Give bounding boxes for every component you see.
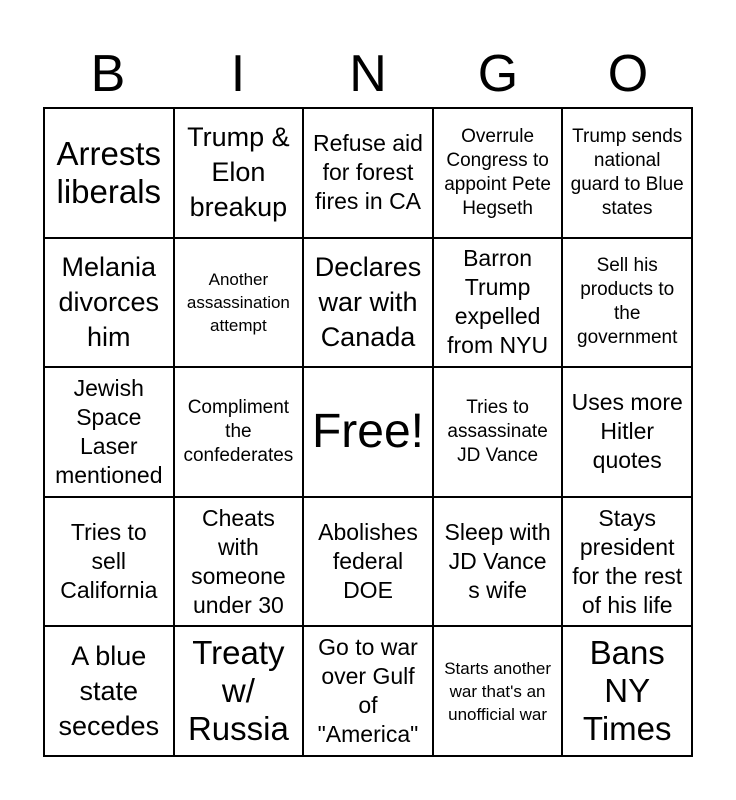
bingo-cell[interactable]: [304, 109, 434, 239]
bingo-cell[interactable]: [45, 239, 175, 369]
bingo-cell[interactable]: [563, 627, 693, 757]
cell-text: Go to war over Gulf of "America": [317, 634, 419, 748]
bingo-cell[interactable]: [175, 368, 305, 498]
bingo-header: [43, 40, 693, 108]
cell-text: Refuse aid for forest fires in CA: [313, 130, 423, 215]
cell-text: Declares war with Canada: [314, 251, 422, 352]
bingo-cell[interactable]: [434, 498, 564, 628]
cell-text: Sell his products to the government: [577, 255, 678, 349]
bingo-cell[interactable]: [563, 239, 693, 369]
cell-text: Trump sends national guard to Blue states: [570, 125, 684, 219]
cell-text: Another assassination attempt: [186, 269, 290, 335]
bingo-cell[interactable]: [563, 498, 693, 628]
header-letter-o: O: [607, 45, 649, 103]
cell-text: A blue state secedes: [58, 640, 160, 741]
bingo-cell[interactable]: [563, 368, 693, 498]
cell-text: Jewish Space Laser mentioned: [55, 374, 163, 488]
free-cell[interactable]: [304, 368, 434, 498]
cell-text: Tries to sell California: [60, 519, 158, 604]
cell-text: Tries to assassinate JD Vance: [447, 396, 548, 466]
cell-text: Stays president for the rest of his life: [572, 504, 683, 618]
bingo-grid: [43, 107, 693, 757]
cell-text: Abolishes federal DOE: [318, 519, 418, 604]
cell-text: Bans NY Times: [582, 634, 672, 748]
header-letter-g: G: [477, 45, 519, 103]
bingo-cell[interactable]: [45, 368, 175, 498]
header-letter-b: B: [90, 45, 126, 103]
bingo-cell[interactable]: [45, 109, 175, 239]
cell-text: Trump & Elon breakup: [187, 122, 290, 223]
cell-text: Uses more Hitler quotes: [571, 389, 683, 474]
bingo-cell[interactable]: [175, 109, 305, 239]
bingo-cell[interactable]: [434, 368, 564, 498]
free-text: Free!: [311, 404, 424, 458]
bingo-cell[interactable]: [175, 627, 305, 757]
cell-text: Cheats with someone under 30: [191, 504, 286, 618]
header-letter-i: I: [230, 45, 246, 103]
bingo-cell[interactable]: [175, 239, 305, 369]
cell-text: Compliment the confederates: [183, 396, 294, 466]
header-letter-n: N: [349, 45, 387, 103]
cell-text: Starts another war that's an unofficial war: [444, 658, 551, 724]
bingo-cell[interactable]: [304, 627, 434, 757]
cell-text: Treaty w/ Russia: [187, 634, 289, 748]
bingo-cell[interactable]: [434, 109, 564, 239]
cell-text: Arrests liberals: [56, 134, 162, 210]
bingo-cell[interactable]: [434, 239, 564, 369]
bingo-cell[interactable]: [45, 498, 175, 628]
bingo-cell[interactable]: [45, 627, 175, 757]
bingo-cell[interactable]: [563, 109, 693, 239]
cell-text: Barron Trump expelled from NYU: [447, 245, 549, 359]
bingo-cell[interactable]: [304, 239, 434, 369]
cell-text: Sleep with JD Vance s wife: [444, 519, 551, 604]
bingo-cell[interactable]: [175, 498, 305, 628]
bingo-cell[interactable]: [304, 498, 434, 628]
cell-text: Melania divorces him: [58, 251, 160, 352]
bingo-cell[interactable]: [434, 627, 564, 757]
cell-text: Overrule Congress to appoint Pete Hegseth: [444, 125, 551, 219]
